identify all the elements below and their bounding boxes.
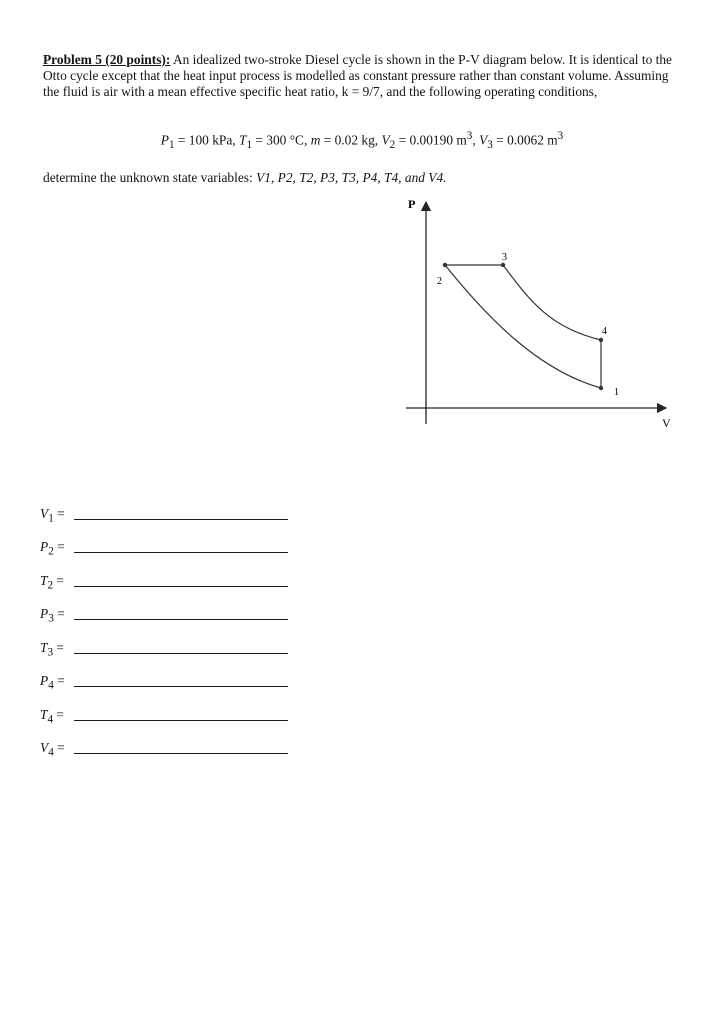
answer-label (40, 539, 74, 559)
answer-symbol: V (40, 505, 49, 521)
answer-sub: 2 (47, 579, 54, 592)
answer-label (40, 640, 74, 660)
answer-row-t3 (40, 626, 288, 660)
answer-list (40, 492, 288, 760)
x-axis-label: V (662, 416, 671, 430)
answer-symbol: V (40, 740, 49, 756)
answer-eq: = (53, 606, 65, 622)
cond-v3-exp: 3 (557, 130, 564, 142)
state-label-4: 4 (602, 326, 607, 337)
instruction-vars: V1, P2, T2, P3, T3, P4, T4, and V4. (256, 170, 447, 185)
answer-blank-v1[interactable] (74, 518, 288, 520)
instruction (43, 170, 447, 186)
cond-v3-symbol: V (479, 132, 488, 148)
answer-label (40, 573, 74, 593)
cond-p1-symbol: P (160, 132, 169, 148)
answer-label (40, 506, 74, 526)
answer-row-v4 (40, 727, 288, 761)
answer-symbol: P (40, 673, 49, 689)
answer-symbol: T (40, 639, 48, 655)
state-label-1: 1 (614, 387, 619, 398)
operating-conditions (0, 130, 724, 151)
answer-blank-p3[interactable] (74, 618, 288, 620)
problem-heading: Problem 5 (20 points): (43, 52, 171, 67)
answer-row-p2 (40, 526, 288, 560)
answer-blank-t2[interactable] (74, 585, 288, 587)
answer-sub: 1 (48, 512, 54, 525)
cond-m-value: = 0.02 kg, (320, 132, 382, 148)
answer-symbol: T (40, 706, 48, 722)
state-point-4 (599, 338, 603, 342)
cond-v3-value: = 0.0062 m (492, 132, 558, 148)
cond-m-symbol: m (310, 132, 321, 148)
cond-separator: , (472, 132, 480, 148)
answer-row-p3 (40, 593, 288, 627)
answer-eq: = (53, 639, 64, 655)
answer-eq: = (53, 706, 64, 722)
answer-label (40, 673, 74, 693)
state-point-1 (599, 386, 603, 390)
answer-sub: 3 (48, 613, 54, 625)
process-1-2 (445, 265, 601, 388)
answer-label (40, 606, 74, 626)
cond-p1-sub: 1 (168, 139, 175, 152)
answer-eq: = (53, 539, 65, 555)
state-label-2: 2 (437, 276, 442, 287)
cond-v3-sub: 3 (487, 139, 493, 152)
problem-text: An idealized two-stroke Diesel cycle is shown in the P-V diagram below. It is identical to the Otto cycle except that the heat input process is modelled as constant pressure rather than constant volume. Assuming the fluid is air with a mean effective specific heat ratio, k = 9/7, and the following operating conditions, (43, 52, 673, 100)
cond-t1-sub: 1 (246, 139, 253, 152)
instruction-text: determine the unknown state variables: (43, 170, 257, 185)
answer-blank-p4[interactable] (74, 685, 288, 687)
cond-v2-sub: 2 (389, 139, 396, 152)
state-point-3 (501, 263, 505, 267)
answer-row-v1 (40, 492, 288, 526)
answer-blank-p2[interactable] (74, 551, 288, 553)
answer-sub: 2 (48, 546, 54, 558)
answer-symbol: P (40, 539, 49, 555)
cond-v2-value: = 0.00190 m (395, 132, 467, 148)
answer-eq: = (53, 505, 65, 521)
problem-statement (43, 52, 683, 101)
answer-sub: 4 (48, 680, 54, 692)
cond-p1-value: = 100 kPa, (174, 132, 239, 148)
answer-sub: 3 (47, 646, 54, 659)
cond-v2-exp: 3 (466, 130, 473, 142)
answer-blank-t3[interactable] (74, 652, 288, 654)
answer-symbol: T (40, 572, 48, 588)
process-3-4 (503, 265, 601, 340)
cond-v2-symbol: V (381, 132, 390, 148)
answer-row-p4 (40, 660, 288, 694)
answer-row-t4 (40, 693, 288, 727)
answer-blank-t4[interactable] (74, 719, 288, 721)
answer-label (40, 740, 74, 760)
answer-eq: = (53, 740, 65, 756)
answer-eq: = (53, 572, 64, 588)
answer-sub: 4 (47, 713, 54, 726)
cond-t1-value: = 300 °C, (252, 132, 311, 148)
y-axis-label: P (408, 197, 416, 211)
answer-symbol: P (40, 606, 49, 622)
answer-blank-v4[interactable] (74, 752, 288, 754)
cond-t1-symbol: T (238, 132, 247, 148)
state-point-2 (443, 263, 447, 267)
answer-sub: 4 (48, 747, 54, 759)
answer-label (40, 707, 74, 727)
answer-eq: = (53, 673, 65, 689)
answer-row-t2 (40, 559, 288, 593)
pv-diagram (400, 196, 680, 436)
state-label-3: 3 (502, 252, 507, 263)
